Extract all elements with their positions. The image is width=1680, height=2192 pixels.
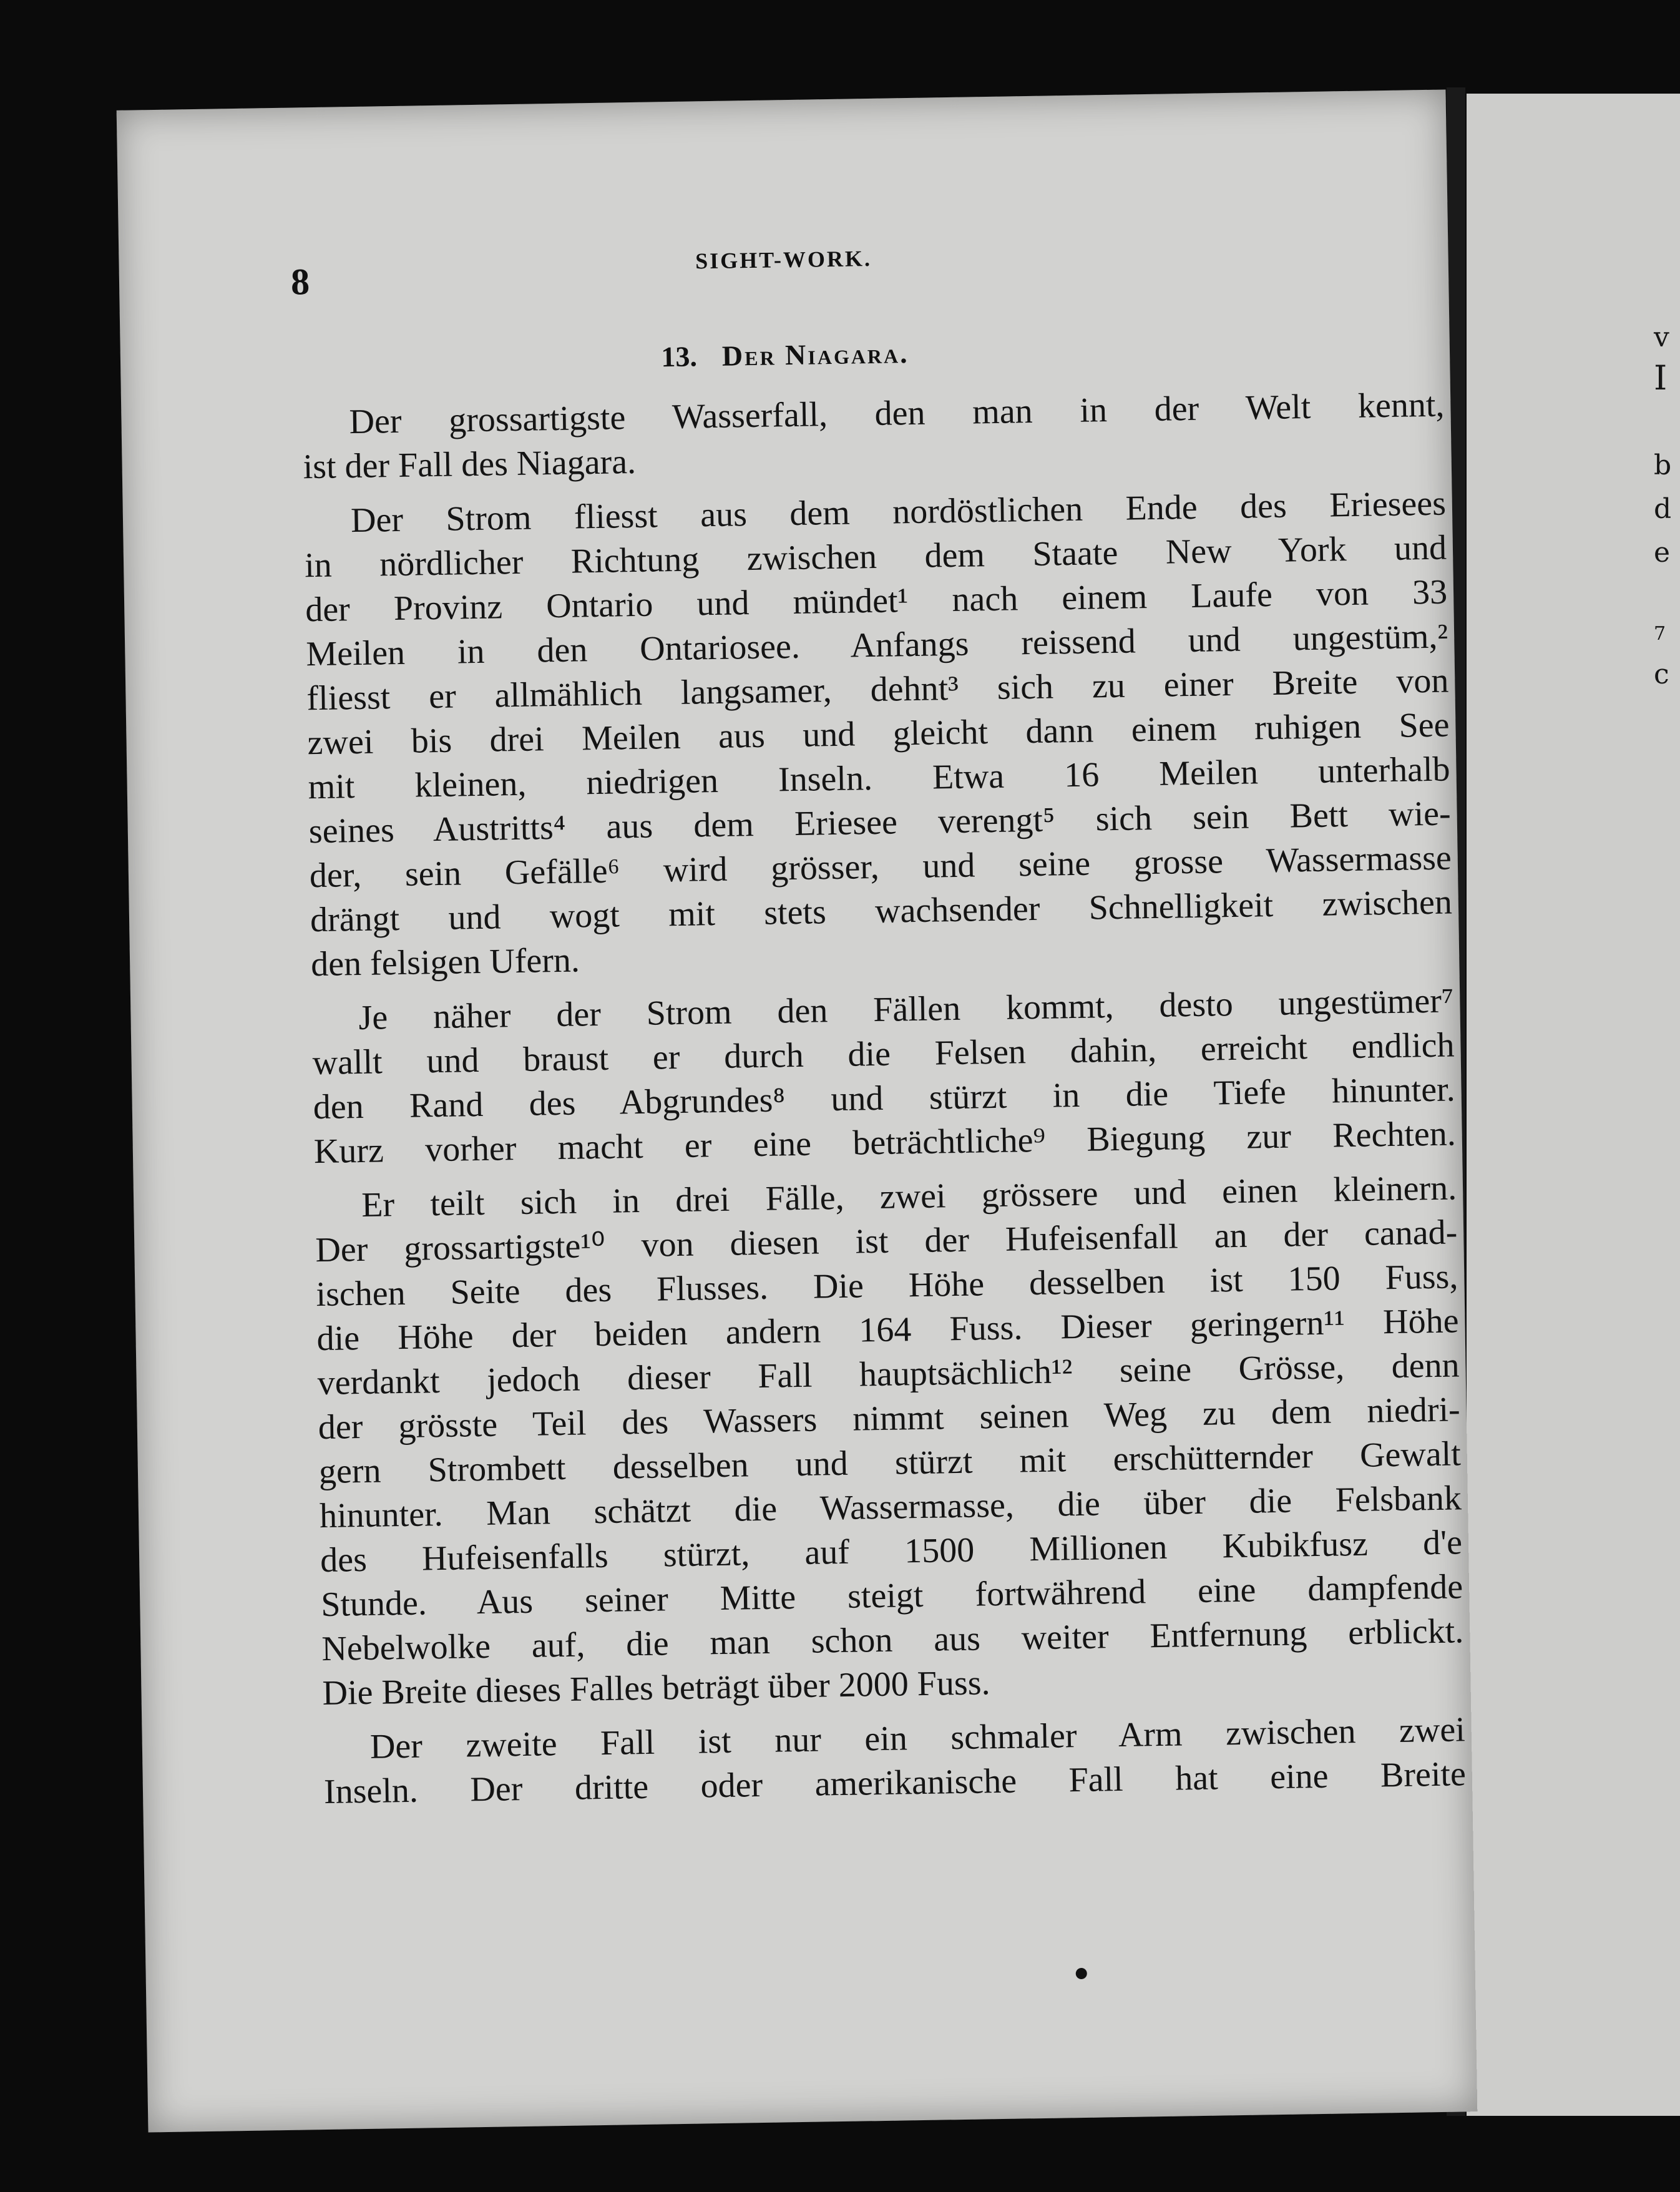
article-title	[120, 328, 1450, 381]
adjacent-fragment: I	[1654, 358, 1668, 398]
text-line: Der zweite Fall ist nur ein schmaler Arm zwischen zwei	[369, 1710, 1466, 1766]
paragraph	[315, 1166, 1465, 1716]
text-line: hinunter. Man schätzt die Wassermasse, die über die Felsbank	[319, 1479, 1462, 1536]
page-number: 8	[290, 261, 310, 303]
text-line: Er teilt sich in drei Fälle, zwei grössere und einen kleinern.	[361, 1168, 1457, 1225]
adjacent-fragment: c	[1654, 658, 1669, 690]
adjacent-fragment: 7	[1654, 623, 1666, 645]
text-line: den felsigen Ufern.	[310, 941, 580, 984]
text-line: in nördlicher Richtung zwischen dem Staate New York und	[304, 528, 1447, 585]
text-line: ischen Seite des Flusses. Die Höhe desselben ist 150 Fuss,	[316, 1257, 1458, 1314]
article-number: 13.	[661, 340, 698, 373]
text-line: Nebelwolke auf, die man schon aus weiter Entfernung erblickt.	[321, 1612, 1464, 1669]
paragraph	[304, 482, 1453, 987]
text-line: Inseln. Der dritte oder amerikanische Fall hat eine Breite	[323, 1754, 1467, 1812]
ink-speck	[1076, 1968, 1087, 1979]
text-line: die Höhe der beiden andern 164 Fuss. Dieser geringern¹¹ Höhe	[316, 1301, 1459, 1359]
paragraph	[311, 979, 1456, 1174]
text-line: mit kleinen, niedrigen Inseln. Etwa 16 Meilen unterhalb	[308, 750, 1451, 807]
text-line: ist der Fall des Niagara.	[303, 442, 637, 487]
paragraph	[323, 1708, 1466, 1814]
text-line: zwei bis drei Meilen aus und gleicht dann einem ruhigen See	[307, 705, 1450, 763]
adjacent-fragment: b	[1654, 449, 1672, 481]
adjacent-fragment: v	[1654, 321, 1669, 353]
text-line: Stunde. Aus seiner Mitte steigt fortwährend eine dampfende	[320, 1567, 1463, 1625]
text-line: drängt und wogt mit stets wachsender Schnelligkeit zwischen	[310, 883, 1453, 940]
text-line: des Hufeisenfalls stürzt, auf 1500 Millionen Kubikfusz d'e	[320, 1523, 1463, 1580]
text-line: Meilen in den Ontariosee. Anfangs reissend und ungestüm,²	[305, 617, 1448, 674]
text-line: der Provinz Ontario und mündet¹ nach einem Laufe von 33	[305, 572, 1448, 630]
text-line: fliesst er allmählich langsamer, dehnt³ sich zu einer Breite von	[306, 661, 1449, 718]
adjacent-fragment: d	[1654, 493, 1672, 525]
adjacent-fragment: e	[1654, 537, 1671, 569]
text-line: Der Strom fliesst aus dem nordöstlichen Ende des Eriesees	[350, 484, 1447, 541]
text-line: Kurz vorher macht er eine beträchtliche⁹ Biegung zur Rechten.	[313, 1114, 1457, 1172]
article-title-text: Der Niagara.	[721, 337, 909, 372]
text-line: gern Strombett desselben und stürzt mit erschütternder Gewalt	[318, 1434, 1462, 1492]
text-line: Je näher der Strom den Fällen kommt, desto ungestümer⁷	[358, 981, 1454, 1038]
text-line: Der grossartigste Wasserfall, den man in der Welt kennt,	[349, 385, 1445, 442]
text-line: Der grossartigste¹⁰ von diesen ist der Hufeisenfall an der canad-	[315, 1213, 1458, 1270]
text-line: wallt und braust er durch die Felsen dahin, erreicht endlich	[312, 1025, 1455, 1083]
text-line: seines Austritts⁴ aus dem Eriesee verengt⁵ sich sein Bett wie-	[308, 794, 1452, 851]
adjacent-page	[1467, 94, 1680, 2116]
text-line: der grösste Teil des Wassers nimmt seinen Weg zu dem niedri-	[318, 1390, 1461, 1447]
text-line: verdankt jedoch dieser Fall hauptsächlich¹² seine Grösse, denn	[317, 1346, 1460, 1403]
running-head: SIGHT-WORK.	[695, 245, 872, 274]
text-line: Die Breite dieses Falles beträgt über 2000 Fuss.	[322, 1663, 990, 1713]
book-page	[117, 89, 1478, 2132]
text-line: der, sein Gefälle⁶ wird grösser, und seine grosse Wassermasse	[309, 838, 1452, 896]
paragraph	[302, 383, 1445, 490]
article-body	[302, 383, 1467, 1824]
text-line: den Rand des Abgrundes⁸ und stürzt in die Tiefe hinunter.	[313, 1070, 1456, 1127]
